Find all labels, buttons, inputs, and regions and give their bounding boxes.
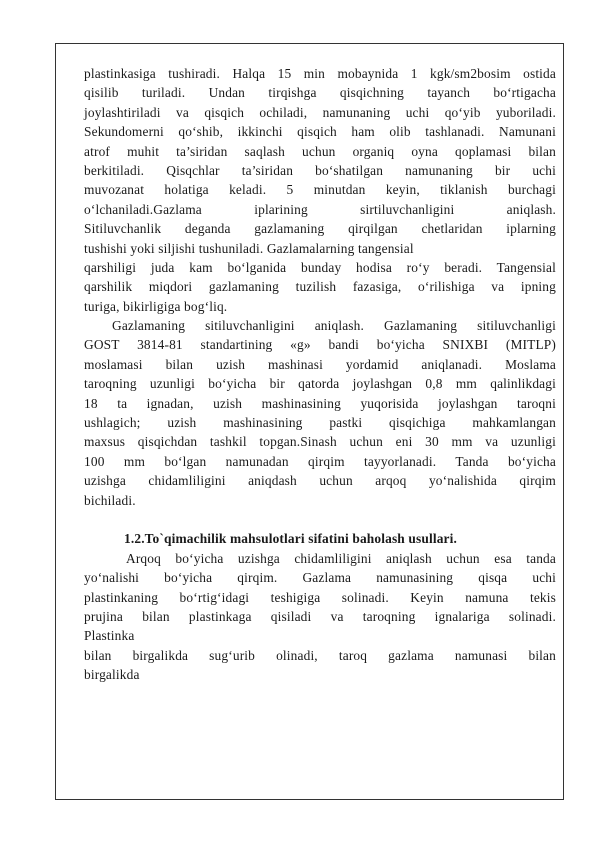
- text-line: bichiladi.: [84, 492, 136, 508]
- text-line: tushishi yoki siljishi tushuniladi. Gazlamalarning tangensial: [84, 240, 414, 256]
- text-line: prujina bilan plastinkaga qisiladi va taroqning ignalariga solinadi.: [84, 608, 556, 624]
- text-line: Sekundomerni qo‘shib, ikkinchi qisqich ham olib tashlanadi. Namunani: [84, 124, 556, 140]
- text-line: joylashtiriladi va qisqich ochiladi, namunaning uchi qo‘yib yuboriladi.: [84, 104, 556, 120]
- text-line: bilan birgalikda sug‘urib olinadi, taroq gazlama namunasi bilan: [84, 647, 556, 663]
- text-line: uzishga chidamliligini aniqdash uchun arqoq yo‘nalishida qirqim: [84, 473, 556, 489]
- section-heading: 1.2.To`qimachilik mahsulotlari sifatini baholash usullari.: [124, 531, 458, 547]
- text-line: birgalikda: [84, 667, 140, 683]
- text-line: qarshiligi juda kam bo‘lganida bunday hodisa ro‘y beradi. Tangensial: [84, 259, 556, 275]
- text-line: qarshilik miqdori gazlamaning tuzilish fazasiga, o‘rilishiga va ipning: [84, 279, 556, 295]
- text-line: plastinkasiga tushiradi. Halqa 15 min mobaynida 1 kgk/sm2bosim ostida: [84, 66, 556, 81]
- text-line: ushlagich; uzish mashinasining pastki qisqichiga mahkamlangan: [84, 415, 556, 431]
- text-line: moslamasi bilan uzish mashinasi yordamid aniqlanadi. Moslama: [84, 356, 556, 372]
- text-line: maxsus qisqichdan tashkil topgan.Sinash uchun eni 30 mm va uzunligi: [84, 434, 556, 450]
- paragraph-gost-method: [84, 316, 556, 510]
- text-line: Sitiluvchanlik deganda gazlamaning qirqilgan chetlaridan iplarning: [84, 221, 556, 237]
- text-line: o‘lchaniladi.Gazlama iplarining sirtiluvchanligini aniqlash.: [84, 201, 556, 217]
- text-line: 100 mm bo‘lgan namunadan qirqim tayyorlanadi. Tanda bo‘yicha: [84, 453, 556, 469]
- document-body: [84, 64, 556, 685]
- text-line: berkitiladi. Qisqchlar ta’siridan bo‘shatilgan namunaning bir uchi: [84, 162, 556, 178]
- text-line: Plastinka: [84, 628, 135, 644]
- text-line: 18 ta ignadan, uzish mashinasining yuqorisida joylashgan taroqni: [84, 395, 556, 411]
- text-line: Arqoq bo‘yicha uzishga chidamliligini aniqlash uchun esa tanda: [126, 550, 556, 566]
- text-line: muvozanat holatiga keladi. 5 minutdan keyin, tiklanish burchagi: [84, 182, 556, 198]
- paragraph-sitiluvchanlik-intro: [84, 64, 556, 316]
- text-line: plastinkaning bo‘rtig‘idagi teshigiga solinadi. Keyin namuna tekis: [84, 589, 556, 605]
- text-line: qisilib turiladi. Undan tirqishga qisqichning tayanch bo‘rtigacha: [84, 85, 556, 101]
- paragraph-arqoq-method: [84, 549, 556, 685]
- text-line: taroqning uzunligi bo‘yicha bir qatorda joylashgan 0,8 mm qalinlikdagi: [84, 376, 556, 392]
- text-line: yo‘nalishi bo‘yicha qirqim. Gazlama namunasining qisqa uchi: [84, 570, 556, 586]
- text-line: turiga, bikirligiga bog‘liq.: [84, 298, 228, 314]
- text-line: atrof muhit ta’siridan saqlash uchun organiq oyna qoplamasi bilan: [84, 143, 556, 159]
- text-line: Gazlamaning sitiluvchanligini aniqlash. Gazlamaning sitiluvchanligi: [112, 318, 556, 334]
- text-line: GOST 3814-81 standartining «g» bandi bo‘yicha SNIXBI (MITLP): [84, 337, 556, 353]
